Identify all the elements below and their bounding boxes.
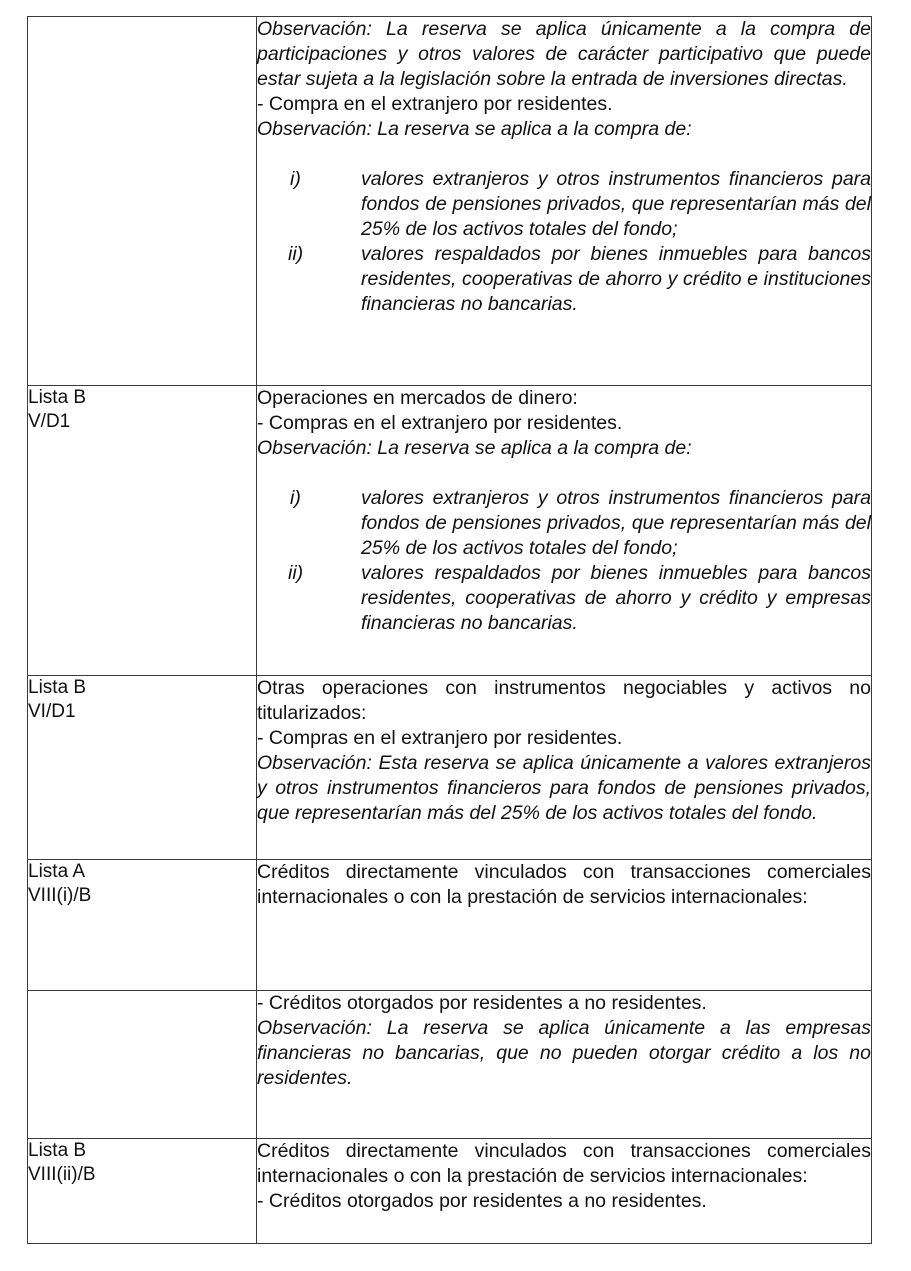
table-row: [28, 676, 872, 860]
bullet-text: - Compras en el extranjero por residentes.: [257, 412, 623, 434]
bullet-text: - Compras en el extranjero por residentes.: [257, 727, 623, 749]
list-label: Lista B: [28, 387, 87, 408]
item-text: valores respaldados por bienes inmuebles para bancos residentes, cooperativas de ahorro y crédito y empresas financieras no bancarias.: [361, 562, 871, 634]
list-label: Lista B: [28, 677, 87, 698]
bullet-text: - Créditos otorgados por residentes a no residentes.: [257, 1190, 707, 1212]
item-text: valores respaldados por bienes inmuebles para bancos residentes, cooperativas de ahorro y crédito e instituciones financieras no bancarias.: [361, 243, 871, 315]
reservations-table: [27, 16, 872, 1244]
list-item: [257, 486, 871, 561]
item-marker: ii): [288, 562, 304, 584]
item-marker: i): [290, 168, 301, 190]
description-cell: [257, 1139, 872, 1244]
list-item: [257, 242, 871, 317]
description-cell: [257, 860, 872, 991]
item-marker: ii): [288, 243, 304, 265]
section-heading: Operaciones en mercados de dinero:: [257, 387, 578, 409]
description-cell: [257, 17, 872, 386]
observation-text: Observación: La reserva se aplica a la compra de:: [257, 437, 692, 459]
section-heading: Créditos directamente vinculados con transacciones comerciales internacionales o con la prestación de servicios internacionales:: [257, 861, 871, 908]
observation-text: Observación: La reserva se aplica únicamente a las empresas financieras no bancarias, que no pueden otorgar crédito a los no residentes.: [257, 1017, 871, 1089]
table-row: [28, 17, 872, 386]
table-row: [28, 860, 872, 991]
observation-text: Observación: La reserva se aplica únicamente a la compra de participaciones y otros valores de carácter participativo que puede estar sujeta a la legislación sobre la entrada de inversiones directas.: [257, 18, 871, 90]
bullet-text: - Créditos otorgados por residentes a no residentes.: [257, 992, 707, 1014]
list-cell: [28, 676, 257, 860]
section-heading: Otras operaciones con instrumentos negociables y activos no titularizados:: [257, 677, 871, 724]
item-text: valores extranjeros y otros instrumentos financieros para fondos de pensiones privados, que representarían más del 25% de los activos totales del fondo;: [361, 487, 871, 559]
description-cell: [257, 676, 872, 860]
item-marker: i): [290, 487, 301, 509]
list-cell: [28, 1139, 257, 1244]
observation-label: Observación:: [257, 18, 372, 40]
item-text: valores extranjeros y otros instrumentos financieros para fondos de pensiones privados, que representarían más del 25% de los activos totales del fondo;: [361, 168, 871, 240]
table-row: [28, 991, 872, 1139]
section-heading: Créditos directamente vinculados con transacciones comerciales internacionales o con la prestación de servicios internacionales:: [257, 1140, 871, 1187]
list-cell: [28, 386, 257, 676]
list-code: VI/D1: [28, 701, 76, 722]
list-cell: [28, 860, 257, 991]
list-code: V/D1: [28, 411, 71, 432]
list-code: VIII(ii)/B: [28, 1164, 96, 1185]
list-item: [257, 167, 871, 242]
list-label: Lista B: [28, 1140, 87, 1161]
list-cell: [28, 991, 257, 1139]
table-row: [28, 386, 872, 676]
list-label: Lista A: [28, 861, 86, 882]
observation-label: Observación:: [257, 1017, 372, 1039]
observation-label: Observación:: [257, 118, 372, 140]
description-cell: [257, 386, 872, 676]
list-code: VIII(i)/B: [28, 885, 92, 906]
observation-label: Observación:: [257, 752, 372, 774]
observation-text: Observación: Esta reserva se aplica únicamente a valores extranjeros y otros instrumentos financieros para fondos de pensiones privados, que representarían más del 25% de los activos totales del fondo.: [257, 752, 871, 824]
list-cell: [28, 17, 257, 386]
list-item: [257, 561, 871, 636]
observation-label: Observación:: [257, 437, 372, 459]
table-row: [28, 1139, 872, 1244]
bullet-text: - Compra en el extranjero por residentes.: [257, 93, 613, 115]
observation-text: Observación: La reserva se aplica a la compra de:: [257, 118, 692, 140]
description-cell: [257, 991, 872, 1139]
